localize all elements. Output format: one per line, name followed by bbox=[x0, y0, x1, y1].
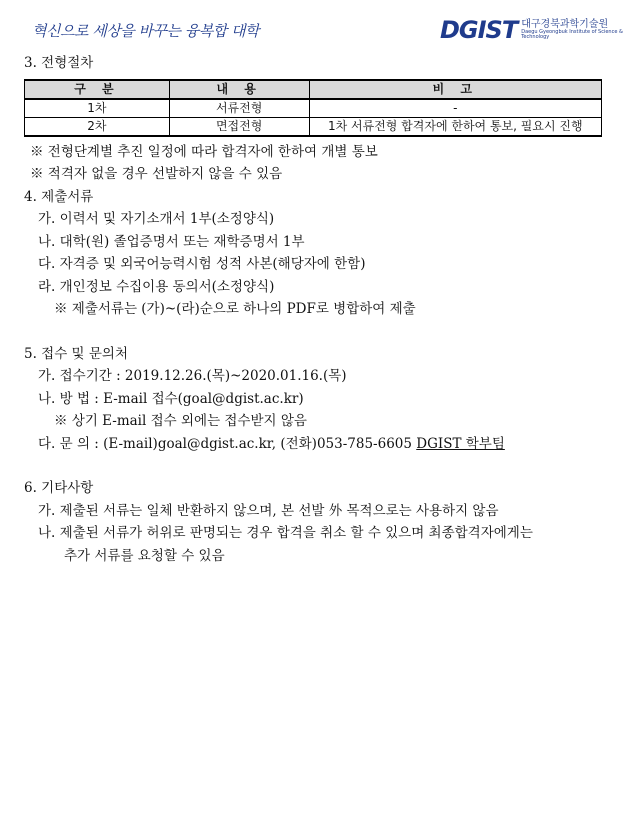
table-cell: 1차 bbox=[25, 99, 170, 118]
application-method: 나. 방 법 : E-mail 접수(goal@dgist.ac.kr) bbox=[38, 390, 304, 407]
list-item: 가. 이력서 및 자기소개서 1부(소정양식) bbox=[38, 211, 275, 227]
table-header-cell: 내 용 bbox=[169, 80, 309, 99]
table-header-cell: 구 분 bbox=[25, 80, 170, 99]
logo-english-name: Daegu Gyeongbuk Institute of Science & Technology bbox=[521, 29, 623, 41]
logo-text bbox=[521, 20, 628, 41]
table-cell: - bbox=[309, 99, 601, 118]
section-4-title: 4. 제출서류 bbox=[24, 188, 94, 205]
table-cell: 1차 서류전형 합격자에 한하여 통보, 필요시 진행 bbox=[309, 117, 601, 136]
list-item: 라. 개인정보 수집이용 동의서(소정양식) bbox=[38, 278, 275, 295]
logo-korean-name: 대구경북과학기술원 bbox=[521, 18, 609, 30]
no-candidate-note: ※ 적격자 없을 경우 선발하지 않을 수 있음 bbox=[30, 166, 283, 182]
table-header-cell: 비 고 bbox=[309, 80, 601, 99]
list-item: 나. 제출된 서류가 허위로 판명되는 경우 합격을 취소 할 수 있으며 최종합격자에게는 bbox=[38, 525, 533, 541]
list-item: 나. 대학(원) 졸업증명서 또는 재학증명서 1부 bbox=[38, 233, 305, 250]
dgist-logo bbox=[440, 16, 628, 44]
section-3-title: 3. 전형절차 bbox=[24, 55, 94, 71]
list-item: 다. 자격증 및 외국어능력시험 성적 사본(해당자에 한함) bbox=[38, 256, 366, 272]
schedule-note: ※ 전형단계별 추진 일정에 따라 합격자에 한하여 개별 통보 bbox=[30, 143, 378, 160]
contact-team: DGIST 학부팀 bbox=[416, 435, 505, 452]
list-item-continuation: 추가 서류를 요청할 수 있음 bbox=[64, 547, 225, 564]
contact-details: 다. 문 의 : (E-mail)goal@dgist.ac.kr, (전화)053-785-6605 bbox=[38, 435, 417, 452]
pdf-merge-note: ※ 제출서류는 (가)~(라)순으로 하나의 PDF로 병합하여 제출 bbox=[54, 301, 416, 317]
logo-mark: DGIST bbox=[440, 16, 518, 44]
table-cell: 2차 bbox=[25, 117, 170, 136]
table-cell: 서류전형 bbox=[169, 99, 309, 118]
list-item: 가. 제출된 서류는 일체 반환하지 않으며, 본 선발 外 목적으로는 사용하지 않음 bbox=[38, 502, 499, 519]
application-period: 가. 접수기간 : 2019.12.26.(목)~2020.01.16.(목) bbox=[38, 368, 347, 384]
contact-info bbox=[24, 433, 608, 456]
slogan: 혁신으로 세상을 바꾸는 융복합 대학 bbox=[32, 22, 259, 40]
table-row bbox=[25, 99, 602, 118]
page-header bbox=[0, 14, 628, 52]
section-6-title: 6. 기타사항 bbox=[24, 480, 94, 496]
email-only-note: ※ 상기 E-mail 접수 외에는 접수받지 않음 bbox=[54, 413, 307, 429]
table-cell: 면접전형 bbox=[169, 117, 309, 136]
document-body bbox=[24, 52, 608, 567]
procedure-table bbox=[24, 79, 602, 137]
table-row bbox=[25, 117, 602, 136]
section-5-title: 5. 접수 및 문의처 bbox=[24, 345, 128, 362]
table-header-row bbox=[25, 80, 602, 99]
